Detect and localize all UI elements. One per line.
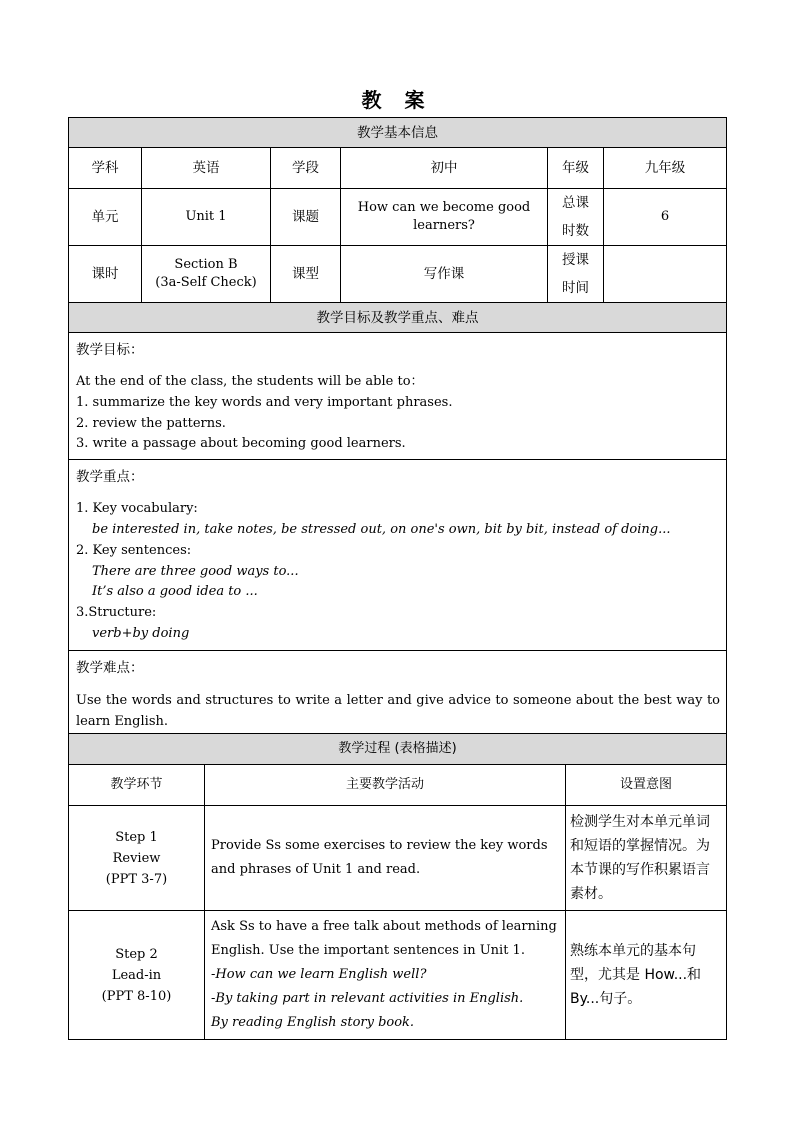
goal-line: At the end of the class, the students will be able to： bbox=[76, 374, 424, 389]
grade-value: 九年级 bbox=[604, 148, 727, 189]
step1-intent: 检测学生对本单元单词和短语的掌握情况。为本节课的写作积累语言素材。 bbox=[566, 806, 727, 911]
key-sentence-2: It’s also a good idea to ... bbox=[92, 584, 258, 600]
key-sentence-1: There are three good ways to... bbox=[92, 563, 299, 579]
difficulty-label: 教学难点： bbox=[76, 660, 144, 677]
step2-activity bbox=[205, 911, 566, 1040]
goal-line: 1. summarize the key words and very important phrases. bbox=[76, 394, 453, 410]
structure-heading: 3.Structure: bbox=[76, 605, 157, 621]
step1-name bbox=[69, 806, 205, 911]
step2-intent: 熟练本单元的基本句型，尤其是 How...和 By...句子。 bbox=[566, 911, 727, 1040]
lesson-type-label: 课型 bbox=[271, 246, 341, 303]
goal-line: 3. write a passage about becoming good learners. bbox=[76, 436, 406, 452]
section-line1: Section B bbox=[174, 257, 238, 272]
stage-label: 学段 bbox=[271, 148, 341, 189]
key-sentences-heading: 2. Key sentences: bbox=[76, 542, 192, 558]
col-intent-header: 设置意图 bbox=[566, 765, 727, 806]
topic-value: How can we become good learners? bbox=[341, 189, 548, 246]
step2-title: Lead-in bbox=[111, 967, 162, 983]
process-header: 教学过程 (表格描述) bbox=[69, 734, 727, 765]
total-hours-value: 6 bbox=[604, 189, 727, 246]
step1-activity bbox=[205, 806, 566, 911]
step2-activity-line: -By taking part in relevant activities in English. bbox=[211, 991, 524, 1006]
step2-activity-line: English. Use the important sentences in Unit 1. bbox=[211, 943, 525, 958]
lesson-type-value: 写作课 bbox=[341, 246, 548, 303]
basic-info-table bbox=[68, 117, 727, 737]
key-vocabulary-heading: 1. Key vocabulary: bbox=[76, 501, 198, 517]
step2-number: Step 2 bbox=[115, 946, 158, 962]
step2-activity-line: By reading English story book. bbox=[211, 1015, 415, 1030]
teaching-time-label-line1: 授课 bbox=[562, 252, 589, 268]
unit-label: 单元 bbox=[69, 189, 142, 246]
step2-ppt: (PPT 8-10) bbox=[101, 988, 172, 1004]
col-step-header: 教学环节 bbox=[69, 765, 205, 806]
total-hours-label-line1: 总课 bbox=[562, 195, 589, 211]
step1-activity-line: and phrases of Unit 1 and read. bbox=[211, 862, 421, 877]
key-vocabulary-text: be interested in, take notes, be stressed out, on one's own, bit by bit, instead of doing... bbox=[92, 521, 671, 537]
document-title: 教 案 bbox=[361, 88, 433, 112]
teaching-goals-label: 教学目标： bbox=[76, 342, 144, 358]
difficulty-text: Use the words and structures to write a letter and give advice to someone about the best way to learn English. bbox=[76, 693, 720, 730]
table-row bbox=[69, 806, 727, 911]
difficulty-cell bbox=[69, 651, 727, 737]
unit-value: Unit 1 bbox=[142, 189, 271, 246]
basic-info-header: 教学基本信息 bbox=[69, 118, 727, 148]
total-hours-label bbox=[548, 189, 604, 246]
section-line2: (3a-Self Check) bbox=[155, 275, 257, 290]
teaching-process-table bbox=[68, 733, 727, 1040]
teaching-goals-cell bbox=[69, 333, 727, 460]
step1-number: Step 1 bbox=[115, 829, 158, 845]
stage-value: 初中 bbox=[341, 148, 548, 189]
teaching-time-label bbox=[548, 246, 604, 303]
total-hours-label-line2: 时数 bbox=[562, 223, 589, 239]
teaching-time-value bbox=[604, 246, 727, 303]
key-points-label: 教学重点： bbox=[76, 469, 144, 486]
grade-label: 年级 bbox=[548, 148, 604, 189]
key-points-cell bbox=[69, 460, 727, 651]
topic-label: 课题 bbox=[271, 189, 341, 246]
step2-activity-line: -How can we learn English well? bbox=[211, 967, 427, 982]
step1-ppt: (PPT 3-7) bbox=[105, 871, 168, 887]
table-row bbox=[69, 911, 727, 1040]
period-label: 课时 bbox=[69, 246, 142, 303]
objectives-header: 教学目标及教学重点、难点 bbox=[69, 303, 727, 333]
subject-value: 英语 bbox=[142, 148, 271, 189]
structure-text: verb+by doing bbox=[92, 625, 190, 641]
step2-activity-line: Ask Ss to have a free talk about methods of learning bbox=[211, 919, 557, 934]
col-activity-header: 主要教学活动 bbox=[205, 765, 566, 806]
step1-activity-line: Provide Ss some exercises to review the key words bbox=[211, 838, 548, 853]
period-value bbox=[142, 246, 271, 303]
subject-label: 学科 bbox=[69, 148, 142, 189]
step2-name bbox=[69, 911, 205, 1040]
goal-line: 2. review the patterns. bbox=[76, 415, 226, 431]
step1-title: Review bbox=[112, 850, 161, 866]
teaching-time-label-line2: 时间 bbox=[562, 280, 589, 296]
